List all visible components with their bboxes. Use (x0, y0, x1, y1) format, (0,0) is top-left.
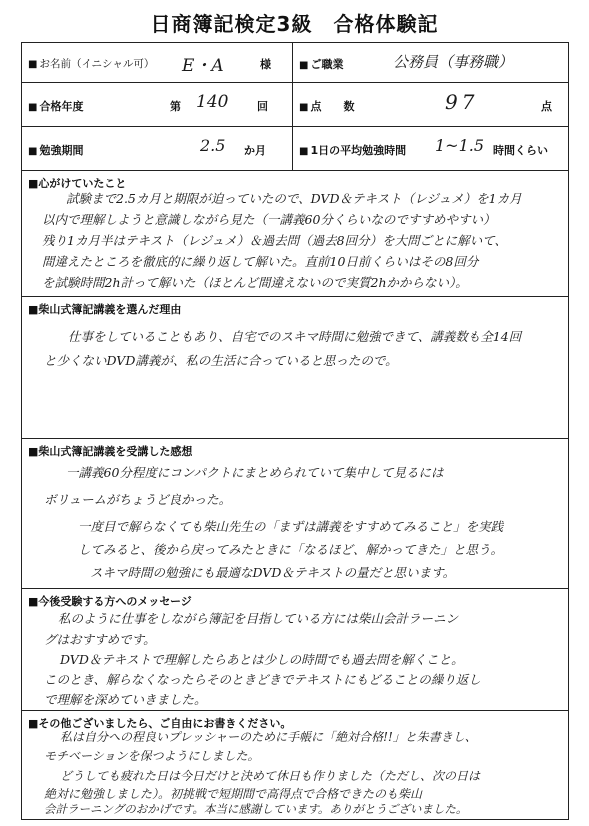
section-message-line: 私のように仕事をしながら簿記を目指している方には柴山会計ラーニン (58, 611, 459, 626)
section-message (22, 589, 568, 711)
daily-suffix: 時間くらい (493, 144, 548, 157)
experience-form (21, 42, 569, 820)
section-impressions-line: 一講義60分程度にコンパクトにまとめられていて集中して見るには (66, 465, 444, 480)
section-message-line: グはおすすめです。 (44, 632, 156, 647)
section-other-line: 会計ラーニングのおかげです。本当に感謝しています。ありがとうございました。 (44, 802, 468, 816)
section-impressions-line: ボリュームがちょうど良かった。 (44, 492, 232, 507)
section-message-line: DVD＆テキストで理解したらあとは少しの時間でも過去問を解くこと。 (60, 652, 464, 667)
name-label: ■ お名前（イニシャル可） (28, 58, 155, 70)
section-message-line: で理解を深めていきました。 (44, 692, 207, 707)
section-impressions-heading: ■柴山式簿記講義を受講した感想 (28, 445, 193, 458)
section-other (22, 711, 568, 819)
section-impressions (22, 439, 568, 589)
section-other-line: 絶対に勉強しました）。初挑戦で短期間で高得点で合格できたのも柴山 (44, 787, 423, 801)
section-impressions-line: 一度目で解らなくても柴山先生の「まずは講義をすすめてみること」を実践 (78, 519, 504, 534)
section-reason-line: 仕事をしていることもあり、自宅でのスキマ時間に勉強できて、講義数も全14回 (68, 329, 522, 344)
section-reason-heading: ■柴山式簿記講義を選んだ理由 (28, 303, 182, 316)
section-other-heading: ■その他ございましたら、ご自由にお書きください。 (28, 717, 292, 730)
section-mindset-line: を試験時間2h計って解いた（ほとんど間違えないので実質2hかからない）。 (42, 275, 468, 290)
daily-value: 1~1.5 (435, 136, 485, 155)
job-label: ■ ご職業 (299, 58, 344, 71)
name-value: E・A (182, 56, 224, 76)
section-mindset-line: 間違えたところを徹底的に繰り返して解いた。直前10日前くらいはその8回分 (42, 254, 479, 269)
section-other-line: どうしても疲れた日は今日だけと決めて休日も作りました（ただし、次の日は (60, 769, 481, 783)
section-mindset-line: 残り1カ月半はテキスト（レジュメ）＆過去問（過去8回分）を大問ごとに解いて、 (42, 233, 507, 248)
section-reason (22, 297, 568, 439)
row-period-daily (22, 127, 568, 171)
section-reason-line: と少くないDVD講義が、私の生活に合っていると思ったので。 (44, 353, 398, 368)
section-message-line: このとき、解らなくなったらそのときどきでテキストにもどることの繰り返し (44, 672, 481, 687)
page-title: 日商簿記検定3級 合格体験記 (150, 12, 439, 36)
section-message-heading: ■今後受験する方へのメッセージ (28, 595, 192, 608)
period-value: 2.5 (200, 136, 226, 155)
year-label: ■ 合格年度 (28, 100, 84, 113)
name-suffix: 様 (260, 58, 271, 71)
section-mindset-heading: ■心がけていたこと (28, 177, 127, 190)
year-value: 140 (196, 92, 229, 112)
row-name-job (22, 43, 568, 83)
daily-label: ■ 1日の平均勉強時間 (299, 144, 407, 157)
score-label: ■ 点 数 (299, 100, 355, 113)
job-value: 公務員（事務職） (393, 53, 514, 71)
year-prefix: 第 (170, 100, 181, 113)
score-suffix: 点 (541, 100, 552, 113)
period-label: ■ 勉強期間 (28, 144, 84, 157)
section-mindset-line: 以内で理解しようと意識しながら見た（一講義60分くらいなのですすめやすい） (42, 212, 496, 227)
row-year-score (22, 83, 568, 127)
section-mindset (22, 171, 568, 297)
section-other-line: 私は自分への程良いプレッシャーのために手帳に「絶対合格!!」と朱書きし、 (60, 730, 477, 744)
section-other-line: モチベーションを保つようにしました。 (44, 749, 260, 763)
section-mindset-line: 試験まで2.5カ月と期限が迫っていたので、DVD＆テキスト（レジュメ）を1カ月 (66, 191, 522, 206)
section-impressions-line: スキマ時間の勉強にも最適なDVD＆テキストの量だと思います。 (90, 565, 456, 580)
period-suffix: か月 (244, 144, 266, 157)
year-suffix: 回 (257, 100, 268, 113)
section-impressions-line: してみると、後から戻ってみたときに「なるほど、解かってきた」と思う。 (78, 542, 504, 557)
score-value: 97 (445, 90, 479, 114)
